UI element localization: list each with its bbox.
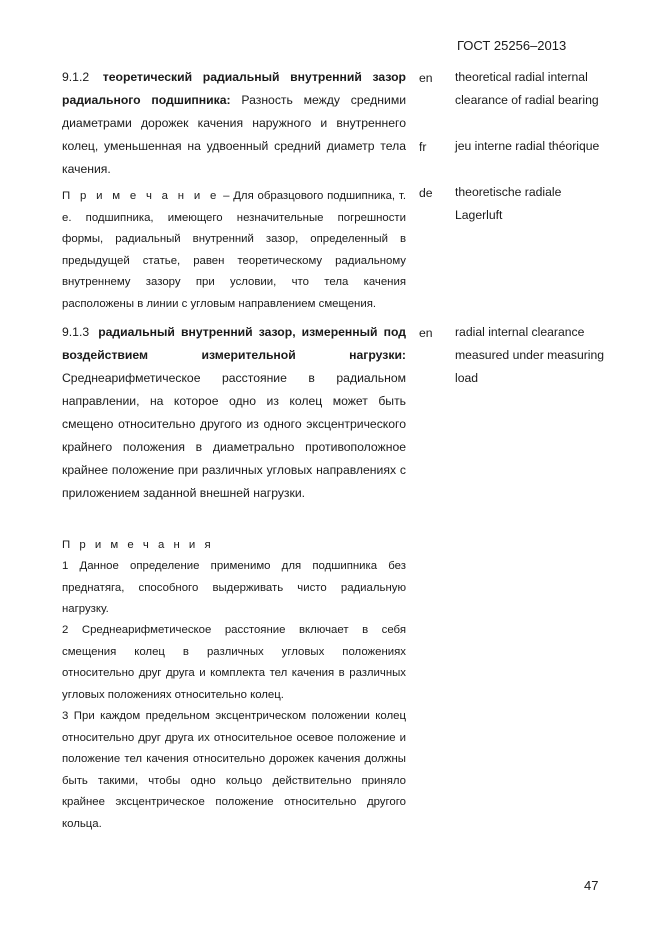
entry-number: 9.1.2 [62, 70, 90, 84]
entry-number: 9.1.3 [62, 325, 90, 339]
entry-9-1-3 [62, 321, 406, 505]
note-1: 1 Данное определение применимо для подшипника без преднатяга, способного выдерживать чисто радиальную нагрузку. [62, 560, 406, 616]
lang-code-en: en [419, 326, 433, 340]
note-label: П р и м е ч а н и е [62, 190, 220, 202]
notes-heading: П р и м е ч а н и я [62, 539, 214, 551]
translation-en: radial internal clearance measured under measuring load [455, 325, 605, 385]
translation-de: theoretische radiale Lagerluft [455, 185, 562, 222]
entry-9-1-2-note [62, 186, 406, 316]
translation-en: theoretical radial internal clearance of radial bearing [455, 70, 599, 107]
translation-fr: jeu interne radial théorique [455, 139, 600, 153]
page-number: 47 [584, 878, 599, 893]
lang-code-fr: fr [419, 140, 427, 154]
note-3: 3 При каждом предельном эксцентрическом положении колец относительно друг друга их относительное осевое положение и положение тел качения относительно дорожек качения должны быть такими, чтобы одно кольцо действительно приняло крайнее эксцентрическое положение относительно другого кольца. [62, 710, 406, 830]
entry-term: теоретический радиальный внутренний зазор радиального подшипника: [62, 70, 406, 107]
entry-9-1-2 [62, 66, 406, 181]
document-header: ГОСТ 25256–2013 [457, 38, 567, 53]
entry-definition: Среднеарифметическое расстояние в радиальном направлении, на которое одно из колец может быть смещено относительно другого из одного эксцентрического крайнего положения в диаметрально противоположное крайнее положение при различных угловых направлениях с приложением заданной внешней нагрузки. [62, 371, 406, 500]
entry-term: радиальный внутренний зазор, измеренный под воздействием измерительной нагрузки: [62, 325, 406, 362]
note-2: 2 Среднеарифметическое расстояние включает в себя смещения колец в различных угловых положениях относительно друг друга и комплекта тел качения в различных угловых положениях относительно колец. [62, 624, 406, 701]
entry-definition: Разность между средними диаметрами дорожек качения наружного и внутреннего колец, уменьшенная на удвоенный средний диаметр тела качения. [62, 93, 407, 176]
note-text: – Для образцового подшипника, т. е. подшипника, имеющего незначительные погрешности формы, радиальный внутренний зазор, определенный в предыдущей статье, равен теоретическому радиальному внутреннему зазору при условии, что тела качения расположены в линии с угловым направлением смещения. [62, 190, 406, 310]
lang-code-en: en [419, 71, 433, 85]
lang-code-de: de [419, 186, 433, 200]
